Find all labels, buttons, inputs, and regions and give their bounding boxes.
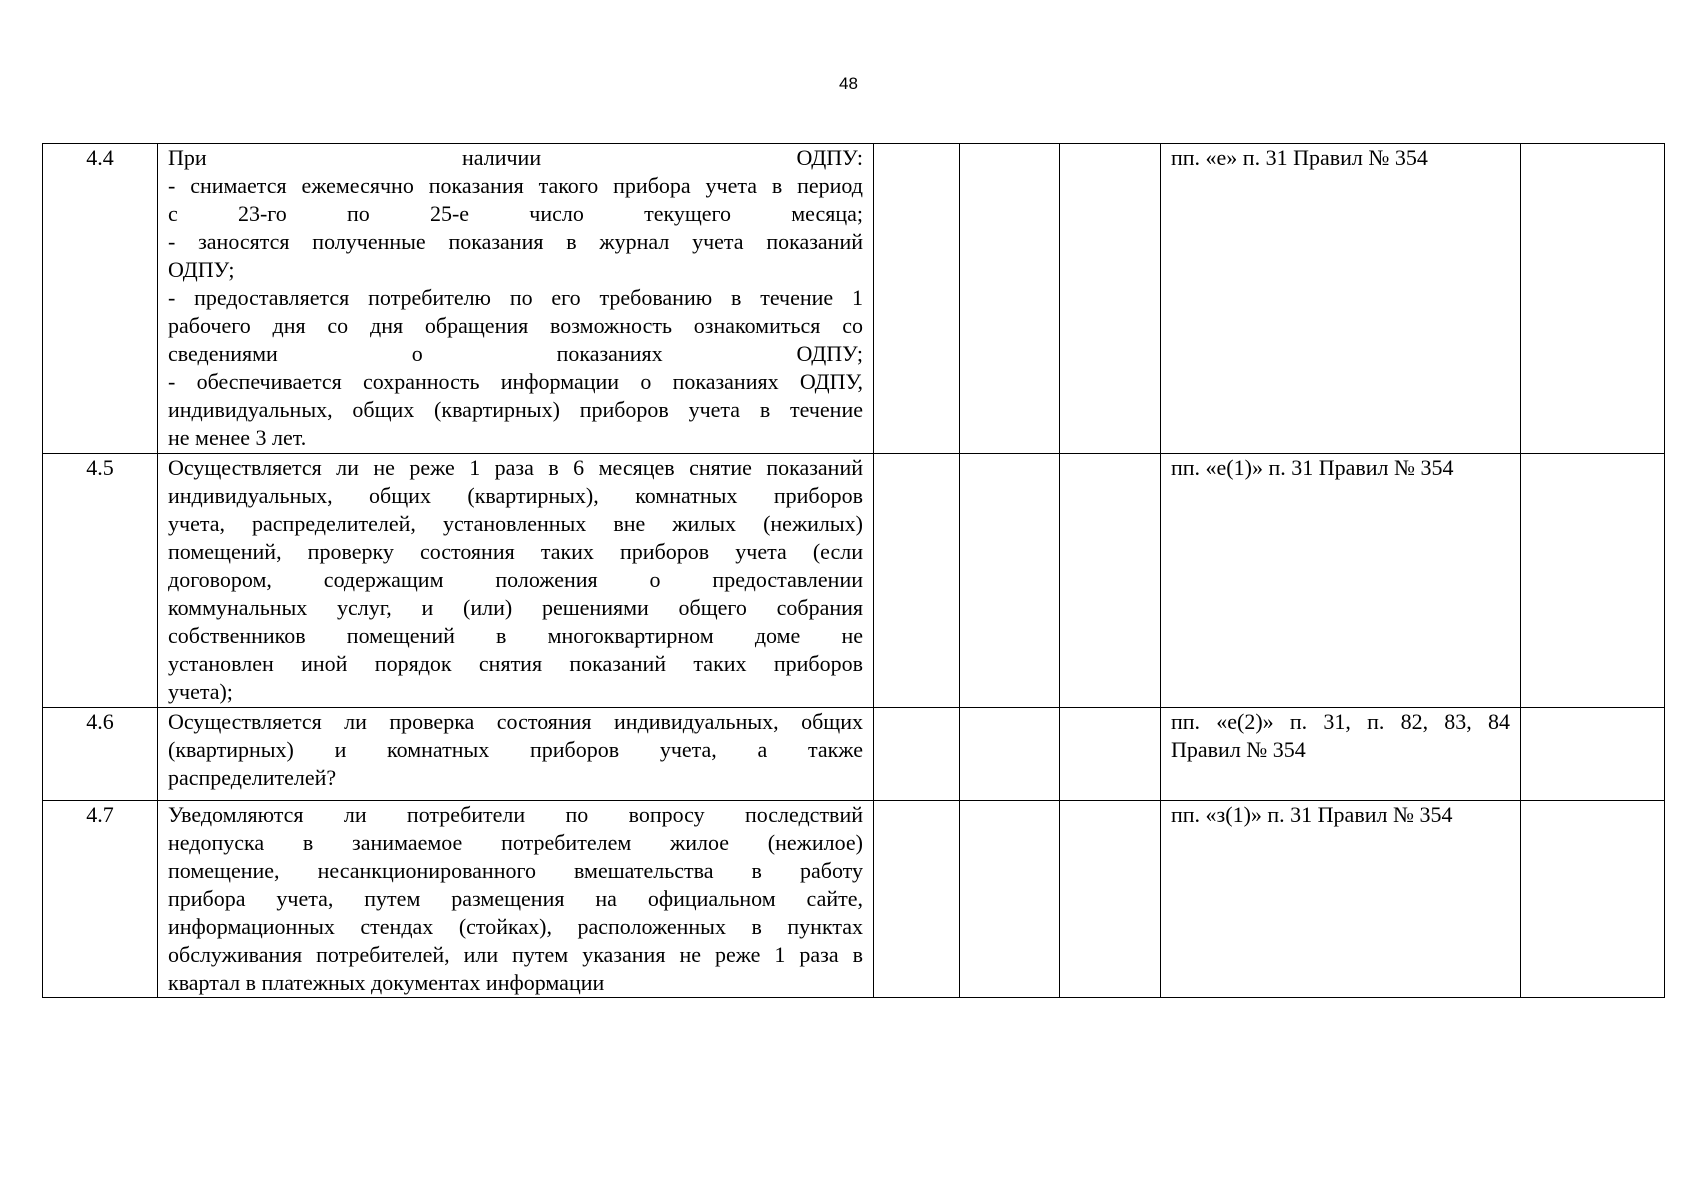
requirement-line: Осуществляется ли не реже 1 раза в 6 месяцев снятие показаний: [168, 455, 863, 480]
empty-cell: [1060, 801, 1161, 998]
requirement-line: не менее 3 лет.: [168, 425, 307, 450]
legal-reference: [1161, 454, 1521, 708]
requirement-line: - заносятся полученные показания в журнал учета показаний: [168, 229, 863, 254]
requirement-line: недопуска в занимаемое потребителем жилое (нежилое): [168, 830, 863, 855]
requirement-text: [158, 708, 874, 801]
empty-cell: [1521, 454, 1665, 708]
requirement-line: договором, содержащим положения о предоставлении: [168, 567, 863, 592]
requirement-line: установлен иной порядок снятия показаний таких приборов: [168, 651, 863, 676]
empty-cell: [1060, 708, 1161, 801]
requirement-line: индивидуальных, общих (квартирных), комнатных приборов: [168, 483, 863, 508]
empty-cell: [1521, 708, 1665, 801]
requirement-line: индивидуальных, общих (квартирных) приборов учета в течение: [168, 397, 863, 422]
requirement-line: рабочего дня со дня обращения возможность ознакомиться со: [168, 313, 863, 338]
reference-line: пп. «е» п. 31 Правил № 354: [1171, 145, 1428, 170]
page-number: 48: [839, 74, 858, 93]
requirement-line: распределителей?: [168, 765, 337, 790]
requirement-line: - обеспечивается сохранность информации о показаниях ОДПУ,: [168, 369, 863, 394]
table-row: [43, 454, 1665, 708]
requirement-line: Осуществляется ли проверка состояния индивидуальных, общих: [168, 709, 863, 734]
requirement-line: учета, распределителей, установленных вне жилых (нежилых): [168, 511, 863, 536]
legal-reference: [1161, 144, 1521, 454]
requirement-line: учета);: [168, 679, 233, 704]
empty-cell: [874, 801, 960, 998]
empty-cell: [960, 708, 1060, 801]
empty-cell: [874, 708, 960, 801]
item-number: 4.4: [43, 144, 158, 454]
empty-cell: [1060, 454, 1161, 708]
reference-line: пп. «е(1)» п. 31 Правил № 354: [1171, 455, 1454, 480]
legal-reference: [1161, 708, 1521, 801]
requirement-line: квартал в платежных документах информации: [168, 970, 605, 995]
requirement-line: помещений, проверку состояния таких приборов учета (если: [168, 539, 863, 564]
item-number: 4.7: [43, 801, 158, 998]
empty-cell: [1521, 144, 1665, 454]
requirement-line: - снимается ежемесячно показания такого прибора учета в период: [168, 173, 863, 198]
requirement-line: сведениями о показаниях ОДПУ;: [168, 341, 863, 366]
item-number: 4.5: [43, 454, 158, 708]
table-row: [43, 801, 1665, 998]
requirement-line: прибора учета, путем размещения на официальном сайте,: [168, 886, 863, 911]
requirement-line: (квартирных) и комнатных приборов учета, а также: [168, 737, 863, 762]
item-number: 4.6: [43, 708, 158, 801]
requirement-line: коммунальных услуг, и (или) решениями общего собрания: [168, 595, 863, 620]
table-row: [43, 144, 1665, 454]
requirement-line: с 23-го по 25-е число текущего месяца;: [168, 201, 863, 226]
requirement-line: При наличии ОДПУ:: [168, 145, 863, 170]
requirement-text: [158, 144, 874, 454]
reference-line: пп. «е(2)» п. 31, п. 82, 83, 84: [1171, 709, 1510, 734]
requirement-text: [158, 801, 874, 998]
empty-cell: [874, 144, 960, 454]
requirement-line: собственников помещений в многоквартирном доме не: [168, 623, 863, 648]
empty-cell: [960, 144, 1060, 454]
requirement-line: обслуживания потребителей, или путем указания не реже 1 раза в: [168, 942, 863, 967]
table-row: [43, 708, 1665, 801]
requirement-line: Уведомляются ли потребители по вопросу последствий: [168, 802, 863, 827]
reference-line: пп. «з(1)» п. 31 Правил № 354: [1171, 802, 1453, 827]
empty-cell: [1060, 144, 1161, 454]
empty-cell: [960, 454, 1060, 708]
requirements-table: [42, 143, 1665, 998]
empty-cell: [1521, 801, 1665, 998]
requirement-line: помещение, несанкционированного вмешательства в работу: [168, 858, 863, 883]
requirement-line: ОДПУ;: [168, 257, 235, 282]
requirement-text: [158, 454, 874, 708]
legal-reference: [1161, 801, 1521, 998]
empty-cell: [874, 454, 960, 708]
empty-cell: [960, 801, 1060, 998]
requirement-line: информационных стендах (стойках), расположенных в пунктах: [168, 914, 863, 939]
reference-line: Правил № 354: [1171, 737, 1306, 762]
requirement-line: - предоставляется потребителю по его требованию в течение 1: [168, 285, 863, 310]
